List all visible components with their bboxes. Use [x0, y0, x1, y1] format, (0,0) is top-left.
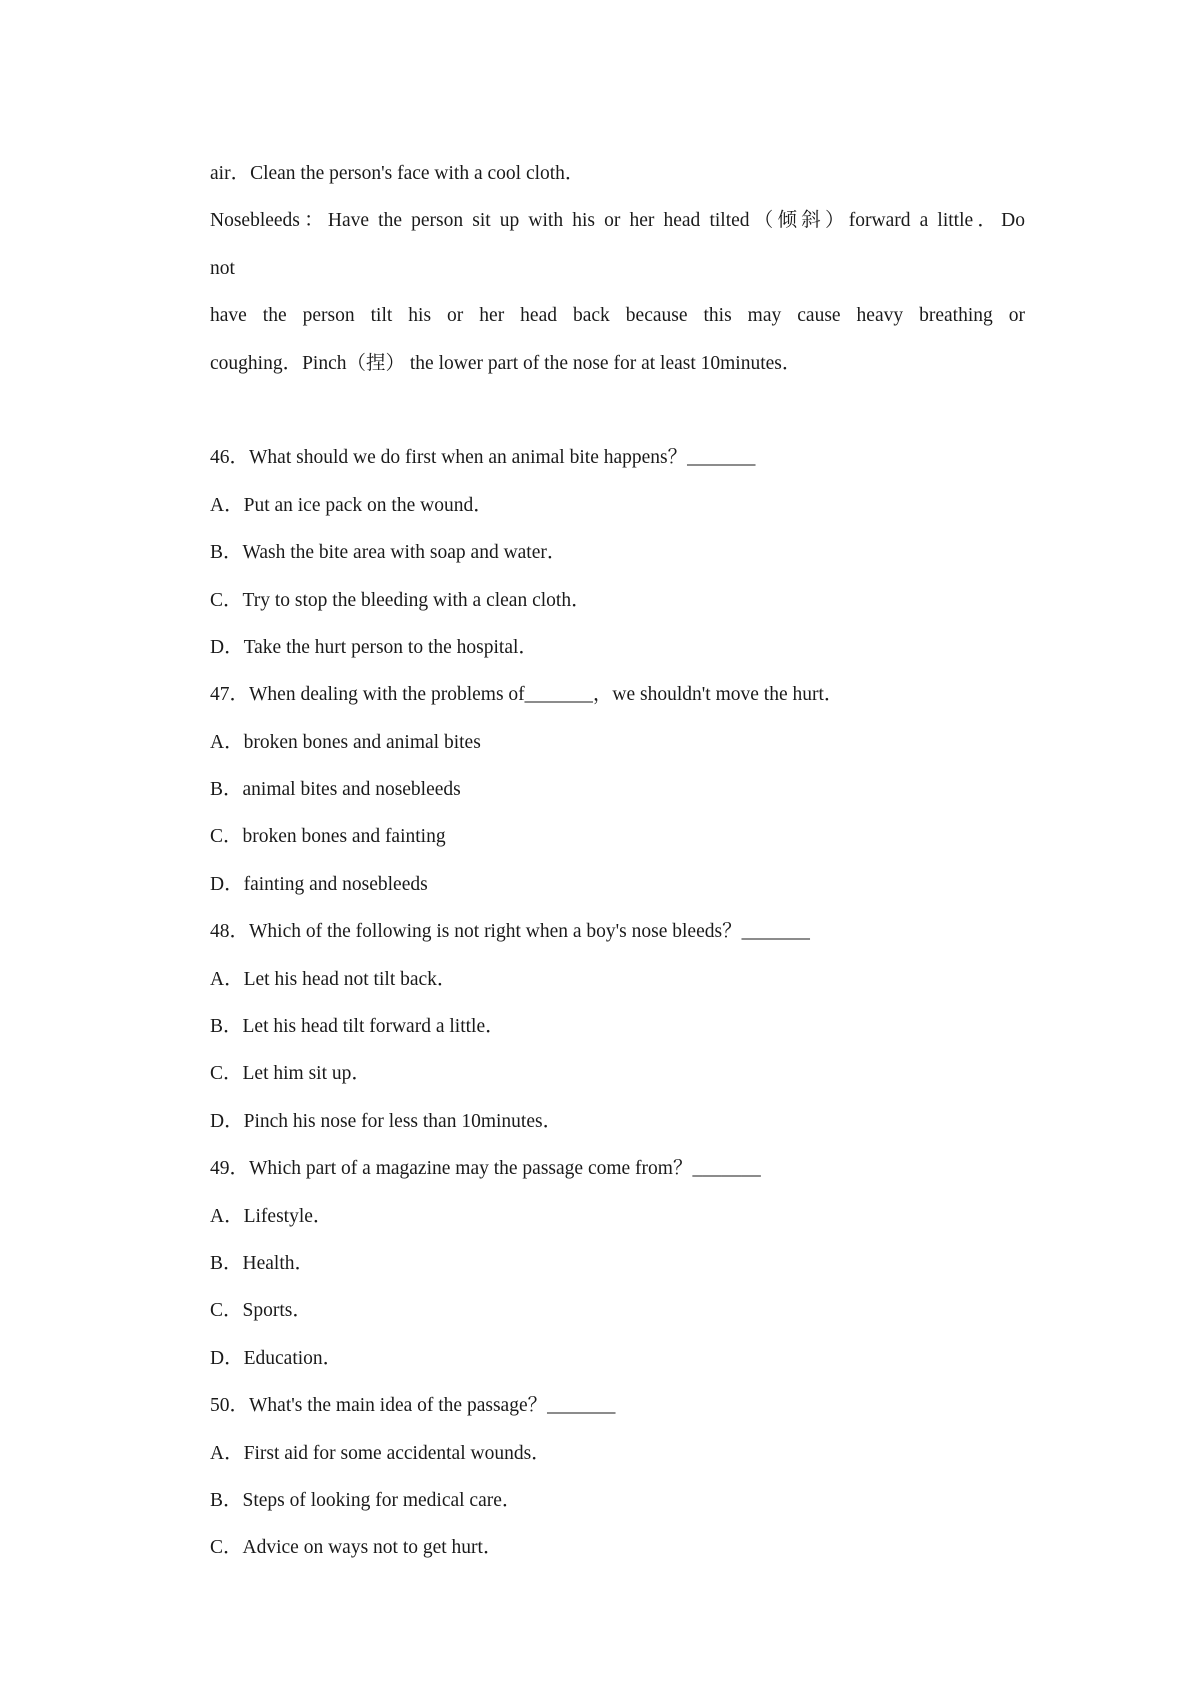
question-number: 46． — [210, 447, 250, 469]
question-stem: What's the main idea of the passage？_______ — [249, 1395, 616, 1417]
paragraph-gap — [210, 387, 1025, 434]
option-text: Education． — [243, 1347, 343, 1369]
option-label: C． — [210, 1537, 243, 1559]
question-number: 47． — [210, 684, 250, 706]
option-text: Health． — [242, 1252, 314, 1274]
option-text: Take the hurt person to the hospital． — [243, 636, 538, 658]
option-48-c — [210, 1050, 1025, 1097]
option-label: A． — [210, 1205, 244, 1227]
option-49-c — [210, 1287, 1025, 1334]
option-label: B． — [210, 1016, 243, 1038]
option-text: First aid for some accidental wounds． — [243, 1442, 551, 1464]
option-label: C． — [210, 826, 243, 848]
option-text: animal bites and nosebleeds — [242, 779, 461, 801]
option-50-c — [210, 1524, 1025, 1571]
option-47-b — [210, 766, 1025, 813]
option-47-a — [210, 719, 1025, 766]
question-49 — [210, 1145, 1025, 1192]
option-49-b — [210, 1240, 1025, 1287]
question-number: 48． — [210, 921, 250, 943]
option-46-a — [210, 482, 1025, 529]
option-46-c — [210, 577, 1025, 624]
option-50-b — [210, 1477, 1025, 1524]
option-47-c — [210, 813, 1025, 860]
option-48-d — [210, 1098, 1025, 1145]
option-label: D． — [210, 873, 244, 895]
question-number: 49． — [210, 1158, 250, 1180]
option-text: Try to stop the bleeding with a clean cloth． — [242, 589, 591, 611]
option-text: Let him sit up． — [242, 1063, 371, 1085]
option-label: A． — [210, 1442, 244, 1464]
passage-line: Nosebleeds：Have the person sit up with his or her head tilted（倾斜）forward a little．Do — [210, 210, 1025, 232]
option-label: C． — [210, 1063, 243, 1085]
option-text: broken bones and animal bites — [243, 731, 481, 753]
passage-line: have the person tilt his or her head back because this may cause heavy breathing or — [210, 305, 1025, 327]
option-label: A． — [210, 494, 244, 516]
option-text: Lifestyle． — [243, 1205, 333, 1227]
option-text: Put an ice pack on the wound． — [243, 494, 493, 516]
option-48-b — [210, 1003, 1025, 1050]
option-label: C． — [210, 1300, 243, 1322]
option-label: C． — [210, 589, 243, 611]
question-stem: What should we do first when an animal bite happens？_______ — [249, 447, 756, 469]
option-text: fainting and nosebleeds — [243, 873, 428, 895]
question-47 — [210, 671, 1025, 718]
option-text: Advice on ways not to get hurt． — [242, 1537, 503, 1559]
option-49-d — [210, 1335, 1025, 1382]
question-stem: Which of the following is not right when a boy's nose bleeds？_______ — [249, 921, 810, 943]
option-text: Wash the bite area with soap and water． — [242, 542, 567, 564]
option-label: B． — [210, 779, 243, 801]
option-text: Let his head tilt forward a little． — [242, 1016, 505, 1038]
passage-line: air．Clean the person's face with a cool cloth． — [210, 163, 585, 184]
document-page — [210, 150, 1025, 1572]
option-label: B． — [210, 542, 243, 564]
question-number: 50． — [210, 1395, 250, 1417]
passage-line: coughing．Pinch（捏） the lower part of the nose for at least 10minutes． — [210, 352, 802, 374]
passage-line: not — [210, 257, 235, 279]
option-text: Steps of looking for medical care． — [242, 1489, 522, 1511]
option-text: Pinch his nose for less than 10minutes． — [243, 1110, 563, 1132]
option-text: Let his head not tilt back． — [243, 968, 457, 990]
question-48 — [210, 908, 1025, 955]
option-label: A． — [210, 731, 244, 753]
option-47-d — [210, 861, 1025, 908]
option-label: B． — [210, 1489, 243, 1511]
option-46-b — [210, 529, 1025, 576]
option-50-a — [210, 1430, 1025, 1477]
option-label: D． — [210, 1347, 244, 1369]
option-label: D． — [210, 1110, 244, 1132]
option-text: Sports． — [242, 1300, 312, 1322]
question-stem: When dealing with the problems of_______，we shouldn't move the hurt． — [249, 684, 844, 706]
option-46-d — [210, 624, 1025, 671]
option-49-a — [210, 1193, 1025, 1240]
question-46 — [210, 434, 1025, 481]
option-label: A． — [210, 968, 244, 990]
question-stem: Which part of a magazine may the passage come from？_______ — [249, 1158, 761, 1180]
question-50 — [210, 1382, 1025, 1429]
option-48-a — [210, 956, 1025, 1003]
option-label: D． — [210, 636, 244, 658]
option-label: B． — [210, 1252, 243, 1274]
option-text: broken bones and fainting — [242, 826, 446, 848]
